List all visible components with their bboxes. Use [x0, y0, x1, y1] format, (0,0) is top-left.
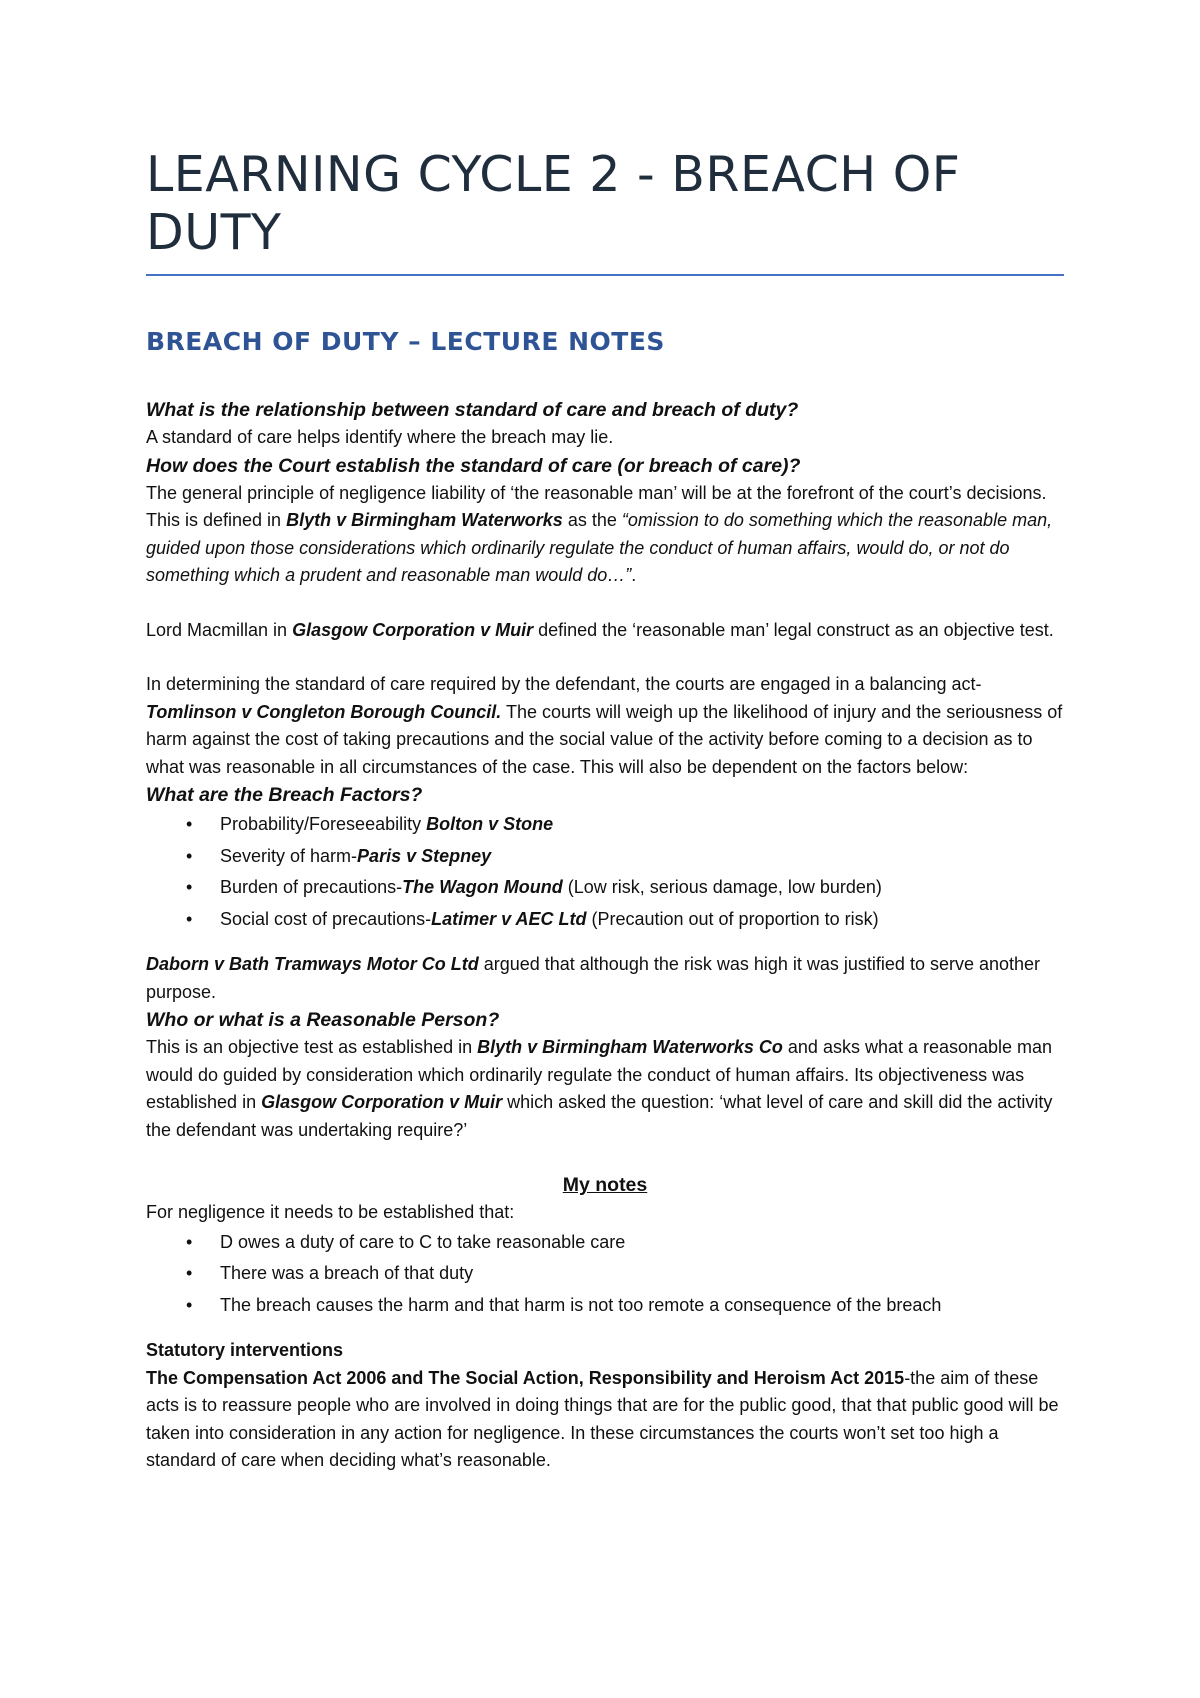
- document-title: LEARNING CYCLE 2 - BREACH OF DUTY: [146, 146, 961, 261]
- list-item: [146, 809, 1064, 841]
- text-span: (Low risk, serious damage, low burden): [562, 877, 882, 897]
- bullet-icon: •: [186, 1263, 193, 1283]
- spacer: [146, 935, 1064, 943]
- list-item: [146, 1258, 1064, 1290]
- act-names: The Compensation Act 2006 and The Social Action, Responsibility and Heroism Act 2015: [146, 1367, 905, 1388]
- bullet-icon: •: [186, 908, 193, 929]
- case-quote: “omission to do something which the reasonable man, guided upon those considerations which ordinarily regulate the conduct of human affairs, would do, or not do something which a prudent and reasonable man would do…”: [146, 510, 1053, 585]
- case-name: Blyth v Birmingham Waterworks: [286, 510, 563, 530]
- text-span: which asked the question: ‘what level of care and skill did the activity the defendant was undertaking require?’: [146, 1092, 1053, 1140]
- paragraph-reasonable-man: [146, 480, 1064, 590]
- bullet-icon: •: [186, 1231, 193, 1252]
- spacer: [146, 943, 1064, 951]
- text-span: defined the ‘reasonable man’ legal construct as an objective test.: [533, 619, 1054, 640]
- question-reasonable-person: Who or what is a Reasonable Person?: [146, 1009, 500, 1031]
- case-name: Glasgow Corporation v Muir: [292, 619, 534, 640]
- my-notes-list: [146, 1227, 1064, 1322]
- question-court-standard: How does the Court establish the standard of care (or breach of care)?: [146, 454, 801, 477]
- list-item: [146, 841, 1064, 873]
- spacer: [146, 1144, 1064, 1171]
- spacer: [146, 590, 1064, 617]
- text-span: The courts will weigh up the likelihood of injury and the seriousness of harm against the cost of taking precautions and the social value of the activity before coming to a decision as to what was reasonable in all circumstances of the case. This will also be dependent on the factors below:: [146, 701, 1063, 777]
- text-span: .: [631, 565, 637, 585]
- text-span: -the aim of these acts is to reassure people who are involved in doing things that are for the public good, that that public good will be taken into consideration in any action for negligence. In these circumstances the courts won’t set too high a standard of care when deciding what’s reasonable.: [146, 1367, 1059, 1470]
- bullet-icon: •: [186, 814, 193, 834]
- document-body: [146, 396, 1064, 1475]
- text-span: Social cost of precautions-: [220, 908, 432, 929]
- text-span: Lord Macmillan in: [146, 619, 293, 640]
- text-span: In determining the standard of care required by the defendant, the courts are engaged in a balancing act-: [146, 674, 982, 694]
- text-span: as the: [562, 510, 622, 530]
- text-span: (Precaution out of proportion to risk): [586, 908, 879, 929]
- case-name: Daborn v Bath Tramways Motor Co Ltd: [146, 954, 479, 974]
- paragraph-objective-test: [146, 1034, 1064, 1144]
- text-span: This is an objective test as established in: [146, 1037, 478, 1057]
- section-heading: BREACH OF DUTY – LECTURE NOTES: [146, 327, 665, 356]
- case-name: The Wagon Mound: [402, 877, 563, 897]
- case-name: Blyth v Birmingham Waterworks Co: [477, 1037, 783, 1057]
- statutory-heading: Statutory interventions: [146, 1340, 344, 1360]
- list-item: [146, 1227, 1064, 1259]
- text-span: The breach causes the harm and that harm is not too remote a consequence of the breach: [220, 1294, 942, 1315]
- answer-standard-of-care: A standard of care helps identify where the breach may lie.: [146, 427, 614, 447]
- text-span: D owes a duty of care to C to take reasonable care: [220, 1231, 626, 1252]
- paragraph-lord-macmillan: [146, 617, 1064, 645]
- case-name: Glasgow Corporation v Muir: [261, 1092, 503, 1112]
- breach-factors-list: [146, 809, 1064, 935]
- case-name: Tomlinson v Congleton Borough Council.: [146, 701, 502, 722]
- text-span: Burden of precautions-: [220, 877, 403, 897]
- text-span: There was a breach of that duty: [220, 1263, 474, 1283]
- question-standard-of-care: What is the relationship between standard of care and breach of duty?: [146, 399, 799, 421]
- text-span: Probability/Foreseeability: [220, 814, 427, 834]
- paragraph-balancing-act: [146, 671, 1064, 781]
- question-breach-factors: What are the Breach Factors?: [146, 784, 423, 806]
- bullet-icon: •: [186, 845, 193, 866]
- my-notes-heading: My notes: [562, 1174, 648, 1196]
- bullet-icon: •: [186, 877, 193, 897]
- list-item: [146, 904, 1064, 936]
- list-item: [146, 1290, 1064, 1322]
- list-item: [146, 872, 1064, 904]
- text-span: argued that although the risk was high it was justified to serve another purpose.: [146, 954, 1041, 1002]
- paragraph-daborn: [146, 951, 1064, 1006]
- text-span: The general principle of negligence liability of ‘the reasonable man’ will be at the forefront of the court’s decisions. This is defined in: [146, 482, 1047, 530]
- case-name: Paris v Stepney: [357, 845, 492, 866]
- case-name: Latimer v AEC Ltd: [431, 908, 587, 929]
- text-span: and asks what a reasonable man would do guided by consideration which ordinarily regulate the conduct of human affairs. Its objectiveness was established in: [146, 1037, 1053, 1112]
- bullet-icon: •: [186, 1294, 193, 1315]
- title-underline-rule: [146, 274, 1064, 276]
- case-name: Bolton v Stone: [426, 814, 554, 834]
- spacer: [146, 1329, 1064, 1337]
- spacer: [146, 1321, 1064, 1329]
- text-span: Severity of harm-: [220, 845, 358, 866]
- my-notes-intro: For negligence it needs to be established that:: [146, 1202, 515, 1222]
- spacer: [146, 644, 1064, 671]
- paragraph-statutory: [146, 1365, 1064, 1475]
